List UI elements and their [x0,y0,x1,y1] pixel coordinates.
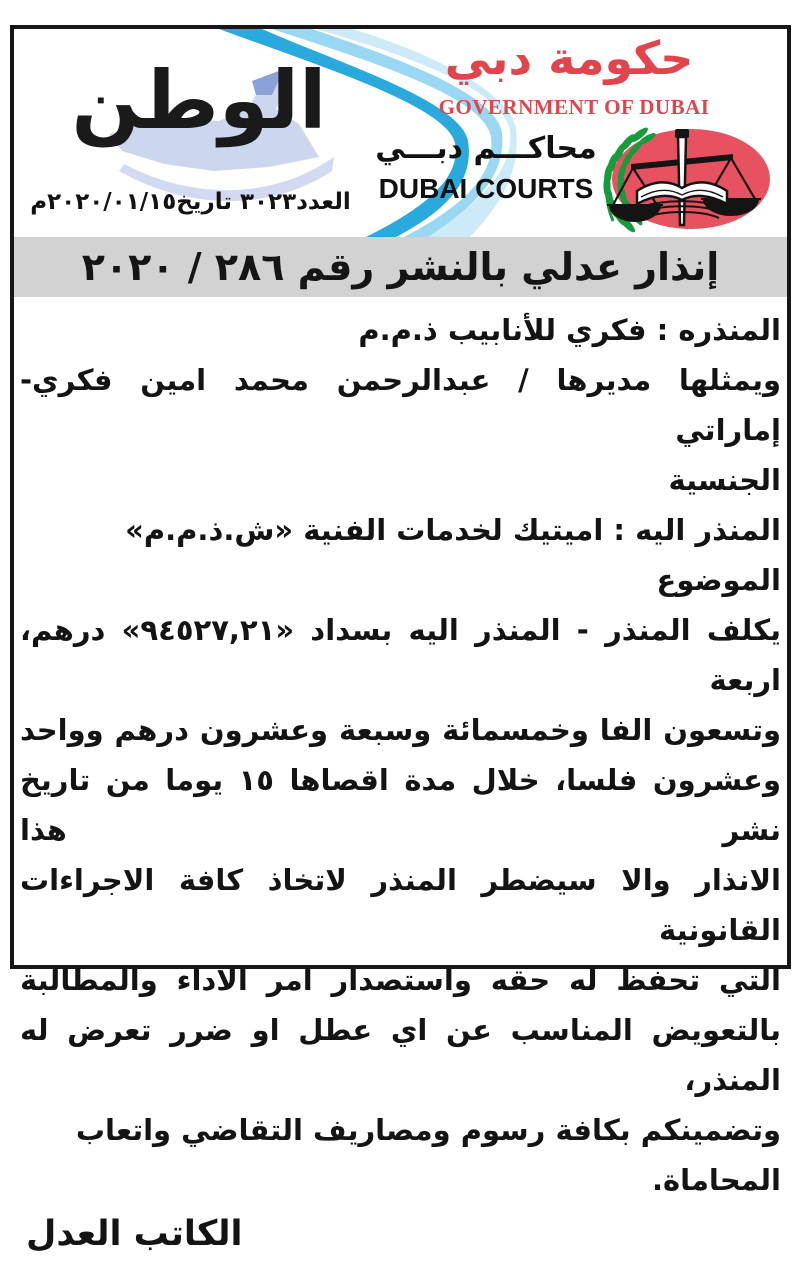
notice-line: المنذره : فكري للأنابيب ذ.م.م [358,313,781,347]
notice-line: وتضمينكم بكافة رسوم ومصاريف التقاضي واتعاب المحاماة. [75,1113,781,1197]
government-of-dubai-label: GOVERNMENT OF DUBAI [438,95,710,119]
dubai-courts-arabic-label: محاكـــم دبـــي [375,131,597,166]
notice-body [20,305,781,1261]
dubai-courts-emblem [579,125,779,233]
notice-line: التي تحفظ له حقه واستصدار امر الاداء والمطالبة [20,963,781,997]
notice-line: الانذار والا سيضطر المنذر لاتخاذ كافة الاجراءات القانونية [20,863,781,947]
notice-line: يكلف المنذر - المنذر اليه بسداد «٩٤٥٢٧,٢١» درهم، اربعة [20,613,781,697]
header [14,29,787,237]
issue-date-line: العدد٣٠٢٣ تاريخ٢٠٢٠/٠١/١٥م [30,189,351,215]
notice-title-bar [14,237,787,297]
notice-line: وتسعون الفا وخمسمائة وسبعة وعشرون درهم وواحد [20,713,781,747]
dubai-courts-english-label: DUBAI COURTS [378,173,594,204]
notice-line: الجنسية [668,463,781,497]
notary-signature: الكاتب العدل [26,1214,243,1254]
notice-line: بالتعويض المناسب عن اي عطل او ضرر تعرض له المنذر، [20,1013,781,1097]
alwatan-masthead: الوطن [71,54,327,147]
notice-line: ويمثلها مديرها / عبدالرحمن محمد امين فكري- إماراتي [20,363,781,447]
notice-frame [10,25,791,1254]
notice-line: الموضوع [656,563,781,597]
notice-line: وعشرون فلسا، خلال مدة اقصاها ١٥ يوما من تاريخ نشر هذا [20,763,781,847]
notice-line: المنذر اليه : اميتيك لخدمات الفنية «ش.ذ.م.م» [125,513,781,547]
government-of-dubai-calligraphy: حكومة دبي [444,31,694,85]
notice-title: إنذار عدلي بالنشر رقم ٢٨٦ / ٢٠٢٠ [81,245,720,289]
